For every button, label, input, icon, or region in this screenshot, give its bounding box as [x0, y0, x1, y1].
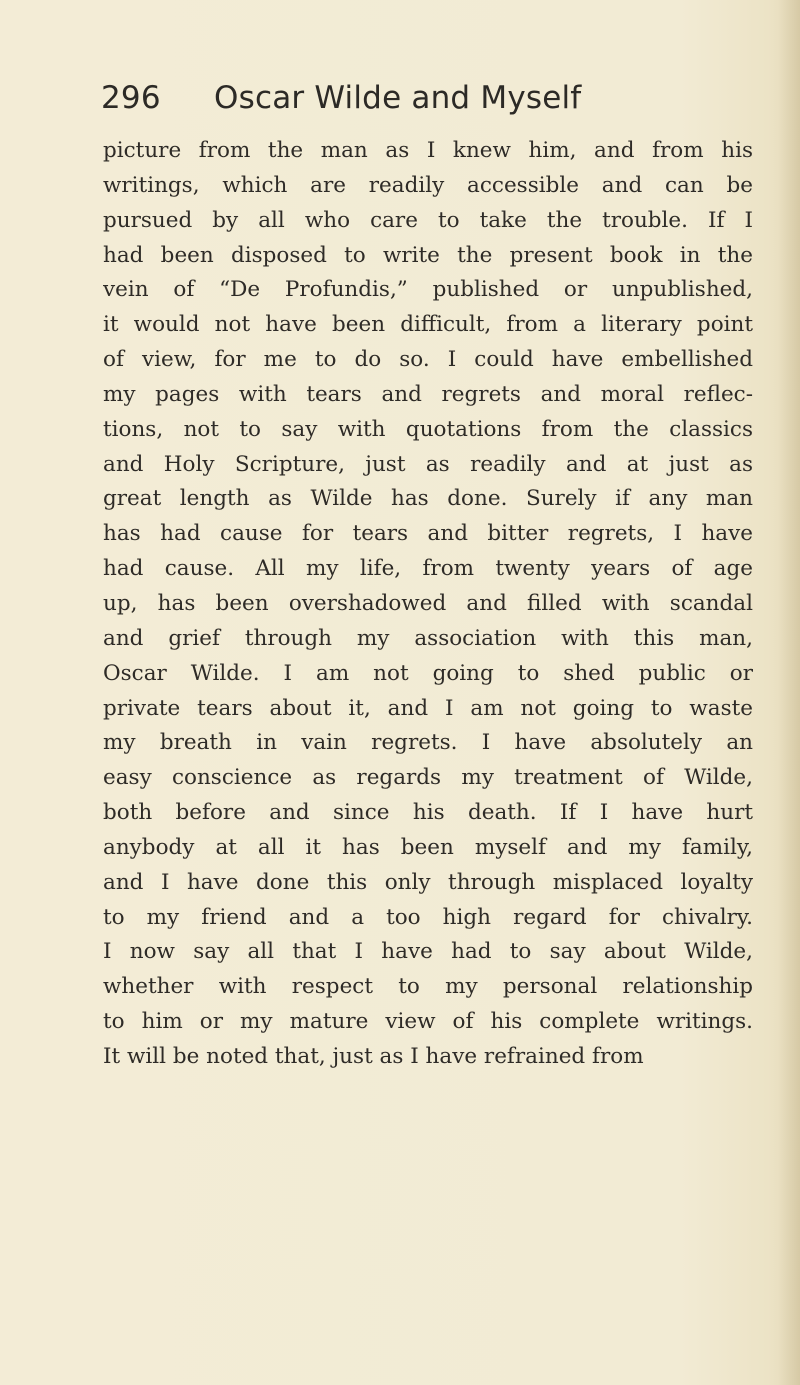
text-line: Oscar Wilde. I am not going to shed public or	[103, 660, 753, 686]
text-line: to my friend and a too high regard for chivalry.	[103, 904, 753, 930]
page-edge-shadow	[778, 0, 800, 1385]
text-line: whether with respect to my personal relationship	[103, 974, 753, 1000]
text-line: It will be noted that, just as I have refrained from	[103, 1043, 644, 1069]
text-line: tions, not to say with quotations from the classics	[103, 416, 753, 442]
running-title: Oscar Wilde and Myself	[214, 80, 582, 116]
text-line: up, has been overshadowed and filled with scandal	[103, 590, 753, 616]
text-line: vein of “De Profundis,” published or unpublished,	[103, 277, 753, 303]
text-line: had cause. All my life, from twenty years of age	[103, 556, 753, 582]
text-line: of view, for me to do so. I could have embellished	[103, 347, 753, 373]
text-line: my pages with tears and regrets and moral reflec-	[103, 381, 753, 407]
page-header	[101, 80, 761, 126]
text-line: great length as Wilde has done. Surely if any man	[103, 486, 753, 512]
text-line: anybody at all it has been myself and my family,	[103, 834, 753, 860]
text-line: easy conscience as regards my treatment of Wilde,	[103, 765, 753, 791]
text-line: my breath in vain regrets. I have absolutely an	[103, 730, 753, 756]
text-line: and I have done this only through misplaced loyalty	[103, 869, 753, 895]
body-text	[103, 134, 753, 1075]
text-line: private tears about it, and I am not going to waste	[103, 695, 753, 721]
text-line: had been disposed to write the present book in the	[103, 242, 753, 268]
text-line: and Holy Scripture, just as readily and at just as	[103, 451, 753, 477]
text-line: to him or my mature view of his complete writings.	[103, 1009, 753, 1035]
text-line: pursued by all who care to take the trouble. If I	[103, 207, 753, 233]
text-line: and grief through my association with this man,	[103, 625, 753, 651]
text-line: both before and since his death. If I have hurt	[103, 800, 753, 826]
text-line: has had cause for tears and bitter regrets, I have	[103, 521, 753, 547]
page-number: 296	[101, 80, 161, 116]
text-line: I now say all that I have had to say about Wilde,	[103, 939, 753, 965]
text-line: picture from the man as I knew him, and from his	[103, 138, 753, 163]
text-line: it would not have been difficult, from a literary point	[103, 312, 753, 338]
text-line: writings, which are readily accessible and can be	[103, 172, 753, 198]
